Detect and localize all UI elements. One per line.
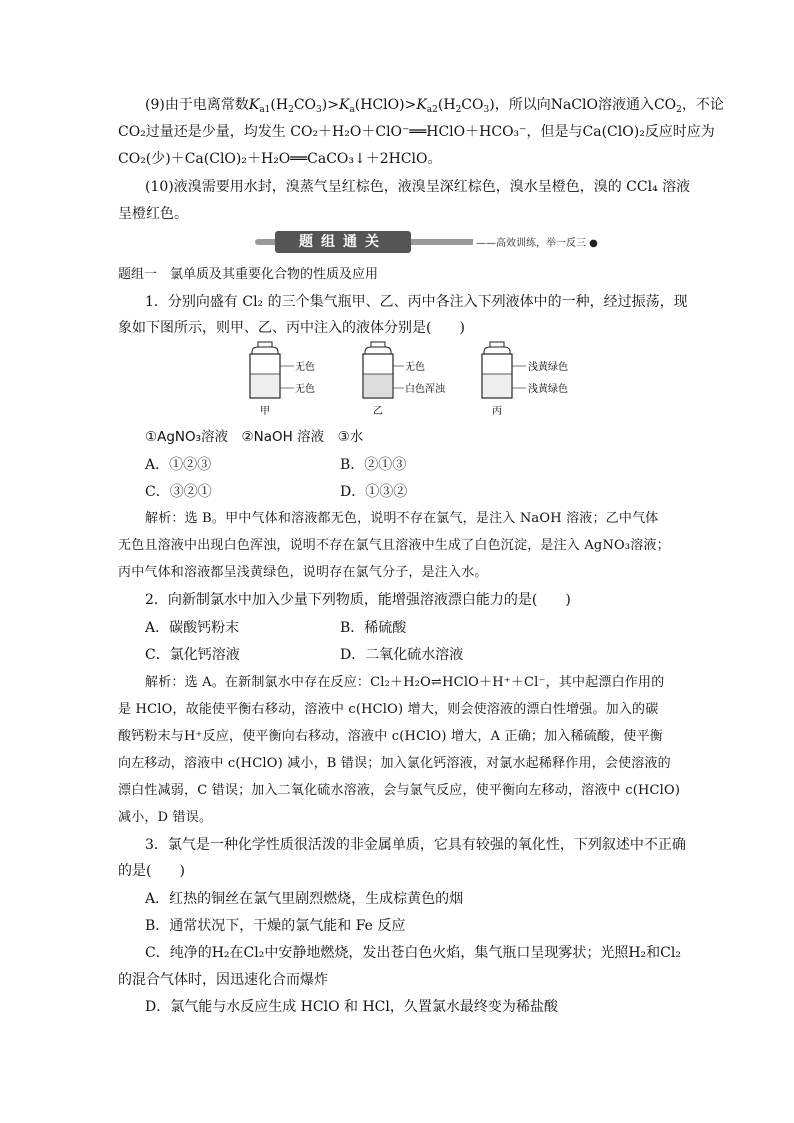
q1-line2: 象如下图所示，则甲、乙、丙中注入的液体分别是( ) — [118, 320, 465, 336]
flask-jia-name: 甲 — [260, 406, 270, 417]
q1-option-a: A．①②③ — [145, 457, 212, 473]
banner-label: 题组通关 — [275, 231, 411, 253]
q3-option-c-line1: C．纯净的H₂在Cl₂中安静地燃烧，发出苍白色火焰，集气瓶口呈现雾状；光照H₂和Cl₂ — [145, 945, 681, 961]
q1-analysis-1: 解析：选 B。甲中气体和溶液都无色，说明不存在氯气，是注入 NaOH 溶液；乙中气体 — [145, 511, 659, 526]
q2-line1: 2．向新制氯水中加入少量下列物质，能增强溶液漂白能力的是( ) — [145, 592, 571, 608]
para10-line2: 呈橙红色。 — [118, 206, 188, 222]
q2-option-b: B．稀硫酸 — [340, 620, 407, 636]
q1-option-b: B．②①③ — [340, 457, 407, 473]
q1-line1: 1．分别向盛有 Cl₂ 的三个集气瓶甲、乙、丙中各注入下列液体中的一种，经过振荡，现 — [145, 294, 688, 310]
flask-yi — [363, 342, 404, 398]
flask-jia-top-label: 无色 — [295, 362, 315, 373]
q3-option-c-line2: 的混合气体时，因迅速化合而爆炸 — [118, 972, 328, 988]
q3-option-b: B．通常状况下，干燥的氯气能和 Fe 反应 — [145, 918, 406, 934]
q1-option-c: C．③②① — [145, 484, 212, 500]
flask-bing-bottom-label: 浅黄绿色 — [528, 384, 568, 395]
q3-option-d: D．氯气能与水反应生成 HClO 和 HCl，久置氯水最终变为稀盐酸 — [145, 999, 558, 1015]
flask-bing — [482, 342, 526, 398]
q2-analysis-6: 减小，D 错误。 — [118, 810, 213, 825]
para10-line1: (10)液溴需要用水封，溴蒸气呈红棕色，液溴呈深红棕色，溴水呈橙色，溴的 CCl₄ 溶液 — [145, 179, 691, 195]
q1-analysis-3: 丙中气体和溶液都呈浅黄绿色，说明存在氯气分子，是注入水。 — [118, 565, 488, 580]
q2-analysis-2: 是 HClO，故能使平衡右移动，溶液中 c(HClO) 增大，则会使溶液的漂白性增强。加入的碳 — [118, 702, 659, 717]
flask-figure — [244, 340, 584, 420]
group-title: 题组一 氯单质及其重要化合物的性质及应用 — [118, 267, 379, 282]
q3-option-a: A．红热的铜丝在氯气里剧烈燃烧，生成棕黄色的烟 — [145, 891, 464, 907]
flask-bing-name: 丙 — [492, 406, 502, 417]
q2-option-d: D．二氧化硫水溶液 — [340, 647, 464, 663]
q1-option-d: D．①③② — [340, 484, 408, 500]
para9-line2: CO₂过量还是少量，均发生 CO₂＋H₂O＋ClO⁻══HClO＋HCO₃⁻，但是与Ca(ClO)₂反应时应为 — [118, 124, 715, 140]
flask-yi-bottom-label: 白色浑浊 — [405, 384, 445, 395]
flask-jia-bottom-label: 无色 — [295, 384, 315, 395]
q2-analysis-4: 向左移动，溶液中 c(HClO) 减小，B 错误；加入氯化钙溶液，对氯水起稀释作用，会使溶液的 — [118, 756, 671, 771]
q2-analysis-1: 解析：选 A。在新制氯水中存在反应：Cl₂＋H₂O⇌HClO＋H⁺＋Cl⁻，其中起漂白作用的 — [145, 675, 665, 690]
banner-subtitle: ——高效训练，举一反三 ● — [473, 234, 601, 249]
flask-yi-name: 乙 — [373, 406, 383, 417]
flask-bing-top-label: 浅黄绿色 — [528, 362, 568, 373]
q1-analysis-2: 无色且溶液中出现白色浑浊，说明不存在氯气且溶液中生成了白色沉淀，是注入 AgNO₃溶液； — [118, 538, 670, 553]
flask-yi-top-label: 无色 — [405, 362, 425, 373]
q2-analysis-5: 漂白性减弱，C 错误；加入二氧化硫水溶液，会与氯气反应，使平衡向左移动，溶液中 c(HClO) — [118, 783, 681, 798]
section-banner — [255, 231, 598, 253]
para9-line3: CO₂(少)＋Ca(ClO)₂＋H₂O══CaCO₃↓＋2HClO。 — [118, 151, 442, 167]
q1-choices: ①AgNO₃溶液 ②NaOH 溶液 ③水 — [145, 429, 364, 445]
flask-jia — [250, 342, 294, 398]
q3-line1: 3．氯气是一种化学性质很活泼的非金属单质，它具有较强的氧化性，下列叙述中不正确 — [145, 837, 686, 853]
q3-line2: 的是( ) — [118, 863, 185, 879]
q2-option-c: C．氯化钙溶液 — [145, 647, 240, 663]
para9-line1: (9)由于电离常数$K_{a1}(H_2CO_3)>K_a(HClO)>K_{a2}(H_2CO_3)$，所以向NaClO溶液通入$CO_2$，不论 — [145, 97, 724, 115]
q2-option-a: A．碳酸钙粉末 — [145, 620, 240, 636]
q2-analysis-3: 酸钙粉末与H⁺反应，使平衡向右移动，溶液中 c(HClO) 增大，A 正确；加入稀硫酸，使平衡 — [118, 729, 663, 744]
